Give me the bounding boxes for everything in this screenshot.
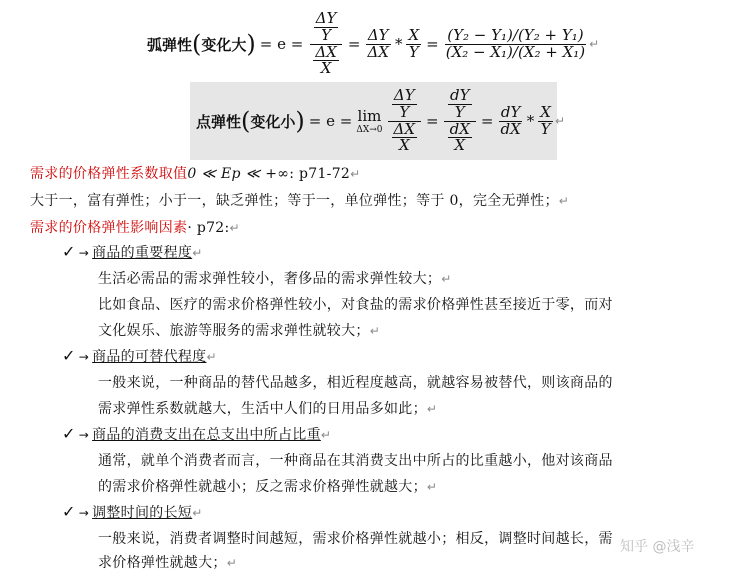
factor-text-line: 的需求价格弹性就越小；反之需求价格弹性就越大；↵ xyxy=(98,479,438,495)
factor-text-line: 生活必需品的需求弹性较小，奢侈品的需求弹性较大；↵ xyxy=(98,271,452,287)
point-elasticity-paren: 变化小 xyxy=(250,112,296,131)
factor-text-line: 比如食品、医疗的需求价格弹性较小，对食盐的需求价格弹性甚至接近于零，而对 xyxy=(98,297,613,313)
derivative-fraction: $\frac{dY}{dX}$ xyxy=(500,102,521,138)
factor-text-line: 文化娱乐、旅游等服务的需求弹性就较大；↵ xyxy=(98,323,381,339)
factor-text-line: 通常，就单个消费者而言，一种商品在其消费支出中所占的比重越小，他对该商品 xyxy=(98,453,613,469)
eq-symbol-2: = e = xyxy=(308,112,353,130)
page-ref: : p71-72 xyxy=(289,166,351,182)
compound-fraction: $\frac{\frac{\Delta Y}{Y}}{\frac{\Delta X}{X}}$ xyxy=(309,11,343,77)
factor-heading: 商品的消费支出在总支出中所占比重 xyxy=(92,427,321,443)
compound-derivative-fraction: $\frac{\frac{dY}{Y}}{\frac{dX}{X}}$ xyxy=(444,88,476,154)
checkmark-icon: ✓ xyxy=(62,346,76,365)
factor-item: ✓ → 商品的重要程度↵ xyxy=(62,242,203,261)
fraction-dy-dx: $\frac{\Delta Y}{\Delta X}$ xyxy=(367,25,389,61)
checkmark-icon: ✓ xyxy=(62,502,76,521)
factor-heading: 商品的重要程度 xyxy=(92,245,193,261)
point-elasticity-formula: 点弹性 ( 变化小 ) = e = lim ΔX→0 $\frac{\frac{\Delta Y}{Y}}{\frac{\Delta X}{X}}$ = $\frac{\frac{dY}{Y}}{\frac{dX}{X}}$ = $\frac{dY}{dX}$ * $\frac{X}{Y}$ ↵ xyxy=(190,82,557,160)
eq-symbol: = e = xyxy=(259,35,304,53)
point-elasticity-label: 点弹性 xyxy=(196,112,242,131)
watermark: 知乎 @浅辛 xyxy=(620,539,695,555)
checkmark-icon: ✓ xyxy=(62,424,76,443)
elasticity-classification-line: 大于一，富有弹性；小于一，缺乏弹性；等于一，单位弹性；等于 0，完全无弹性；↵ xyxy=(30,193,570,209)
factor-text-line: 一般来说，消费者调整时间越短，需求价格弹性就越小；相反，调整时间越长，需 xyxy=(98,531,613,547)
influence-factors-heading-line: 需求的价格弹性影响因素· p72:↵ xyxy=(30,220,240,236)
fraction-x-y-2: $\frac{X}{Y}$ xyxy=(540,102,551,138)
midpoint-fraction: $\frac{\text{(Y₂ − Y₁)/(Y₂ + Y₁)}}{\text{(X₂ − X₁)/(X₂ + X₁)}}$ xyxy=(445,25,586,61)
factor-item: ✓ → 商品的消费支出在总支出中所占比重↵ xyxy=(62,424,332,443)
limit-operator: lim ΔX→0 xyxy=(356,107,383,135)
arc-elasticity-label: 弧弹性 xyxy=(147,35,193,54)
arc-elasticity-formula: 弧弹性 ( 变化大 ) = e = $\frac{\frac{\Delta Y}{Y}}{\frac{\Delta X}{X}}$ = $\frac{\Delta Y}{\Delta X}$ * $\frac{X}{Y}$ = $\frac{\text{(Y₂ − Y₁)/(Y₂ + Y₁)}}{\text{(X₂ − X₁)/(X₂ + X₁)}}$ ↵ xyxy=(147,9,600,78)
arc-elasticity-paren: 变化大 xyxy=(201,35,247,54)
factor-text-line: 求价格弹性就越大；↵ xyxy=(98,555,238,571)
elasticity-range-heading: 需求的价格弹性系数取值 xyxy=(30,166,188,182)
arrow-icon: → xyxy=(78,350,90,364)
factor-heading: 调整时间的长短 xyxy=(92,505,193,521)
page-ref-2: · p72: xyxy=(187,220,230,236)
factor-item: ✓ → 调整时间的长短↵ xyxy=(62,502,203,521)
arrow-icon: → xyxy=(78,506,90,520)
influence-factors-heading: 需求的价格弹性影响因素 xyxy=(30,220,188,236)
checkmark-icon: ✓ xyxy=(62,242,76,261)
fraction-x-y: $\frac{X}{Y}$ xyxy=(408,25,420,61)
elasticity-range-line: 需求的价格弹性系数取值0 ≪ Ep ≪ +∞: p71-72↵ xyxy=(30,166,361,182)
compound-fraction-2: $\frac{\frac{\Delta Y}{Y}}{\frac{\Delta X}{X}}$ xyxy=(388,88,422,154)
elasticity-range-math: 0 ≪ Ep ≪ +∞ xyxy=(187,166,290,182)
factor-item: ✓ → 商品的可替代程度↵ xyxy=(62,346,217,365)
arrow-icon: → xyxy=(78,246,90,260)
factor-text-line: 需求弹性系数就越大，生活中人们的日用品多如此；↵ xyxy=(98,401,438,417)
factor-heading: 商品的可替代程度 xyxy=(92,349,207,365)
arrow-icon: → xyxy=(78,428,90,442)
factor-text-line: 一般来说，一种商品的替代品越多，相近程度越高，就越容易被替代，则该商品的 xyxy=(98,375,613,391)
